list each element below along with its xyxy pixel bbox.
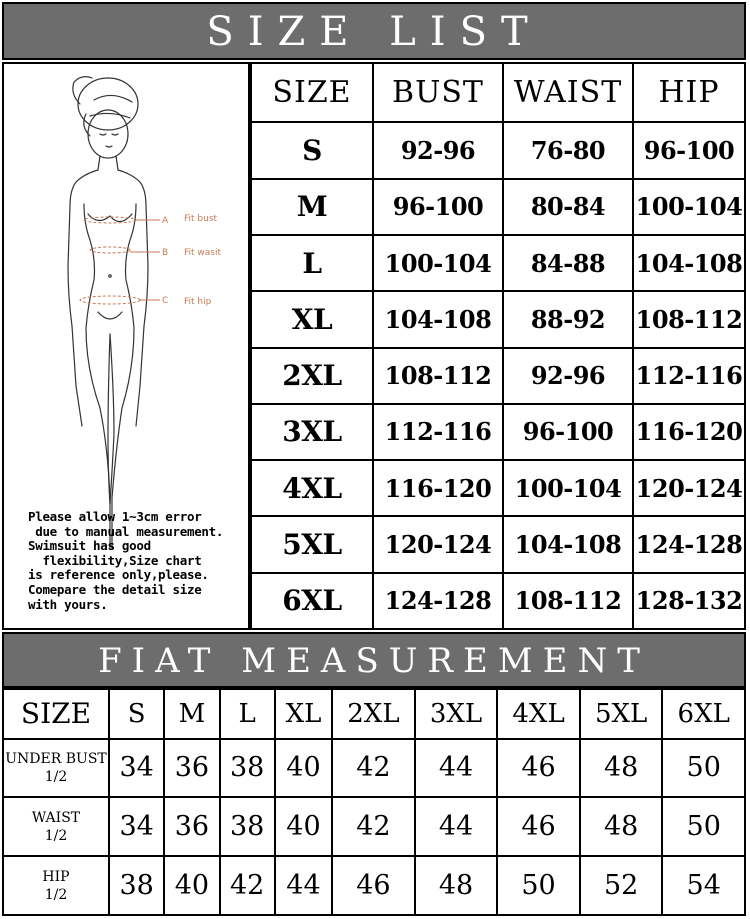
- waist-cell: 96-100: [503, 404, 633, 460]
- flat-value-cell: 48: [580, 797, 663, 856]
- size-table-row: [251, 291, 745, 347]
- waist-label-letter: B: [162, 248, 169, 258]
- bust-label-text: Fit bust: [184, 214, 218, 224]
- flat-table-header-row: [3, 689, 745, 739]
- bust-cell: 92-96: [373, 122, 503, 178]
- hip-label-letter: C: [162, 296, 169, 306]
- size-cell: S: [251, 122, 373, 178]
- hip-cell: 120-124: [633, 460, 745, 516]
- flat-table-row: [3, 856, 745, 915]
- flat-row-label-line2: 1/2: [44, 827, 68, 844]
- flat-measurement-title: FIAT MEASUREMENT: [2, 632, 746, 688]
- header-hip: HIP: [633, 63, 745, 122]
- waist-cell: 76-80: [503, 122, 633, 178]
- waist-cell: 80-84: [503, 179, 633, 235]
- flat-row-label-line1: WAIST: [31, 809, 81, 826]
- waist-cell: 104-108: [503, 516, 633, 572]
- flat-row-label: [3, 797, 109, 856]
- header-bust: BUST: [373, 63, 503, 122]
- flat-value-cell: 46: [332, 856, 415, 915]
- size-table-row: [251, 235, 745, 291]
- size-table-row: [251, 122, 745, 178]
- flat-header-size-col: S: [109, 689, 164, 739]
- size-cell: XL: [251, 291, 373, 347]
- hip-cell: 112-116: [633, 348, 745, 404]
- bust-cell: 100-104: [373, 235, 503, 291]
- body-figure-panel: [2, 62, 250, 630]
- flat-value-cell: 34: [109, 739, 164, 798]
- flat-value-cell: 40: [275, 739, 332, 798]
- bust-cell: 112-116: [373, 404, 503, 460]
- size-cell: L: [251, 235, 373, 291]
- flat-row-label-line1: UNDER BUST: [5, 750, 107, 767]
- flat-value-cell: 44: [415, 797, 498, 856]
- waist-cell: 92-96: [503, 348, 633, 404]
- bust-cell: 116-120: [373, 460, 503, 516]
- waist-cell: 100-104: [503, 460, 633, 516]
- size-table-row: [251, 460, 745, 516]
- flat-value-cell: 38: [220, 739, 275, 798]
- flat-row-label-line2: 1/2: [44, 768, 68, 785]
- size-table-row: [251, 573, 745, 629]
- bust-cell: 120-124: [373, 516, 503, 572]
- flat-value-cell: 40: [275, 797, 332, 856]
- flat-header-size-col: 3XL: [415, 689, 498, 739]
- flat-measurement-table: [2, 688, 746, 916]
- size-cell: 2XL: [251, 348, 373, 404]
- flat-value-cell: 50: [662, 739, 745, 798]
- bust-cell: 96-100: [373, 179, 503, 235]
- size-cell: 5XL: [251, 516, 373, 572]
- flat-value-cell: 50: [662, 797, 745, 856]
- flat-value-cell: 42: [220, 856, 275, 915]
- flat-header-size-col: 4XL: [497, 689, 580, 739]
- flat-header-size-col: XL: [275, 689, 332, 739]
- flat-value-cell: 44: [275, 856, 332, 915]
- flat-value-cell: 42: [332, 797, 415, 856]
- size-table-row: [251, 516, 745, 572]
- hip-cell: 128-132: [633, 573, 745, 629]
- flat-row-label: [3, 856, 109, 915]
- waist-cell: 84-88: [503, 235, 633, 291]
- flat-value-cell: 44: [415, 739, 498, 798]
- hip-cell: 104-108: [633, 235, 745, 291]
- measurement-note: Please allow 1~3cm error due to manual measurement. Swimsuit has good flexibility,Size chart is reference only,please. Comepare the detail size with yours.: [28, 509, 224, 612]
- waist-cell: 108-112: [503, 573, 633, 629]
- flat-table-row: [3, 797, 745, 856]
- flat-header-size-col: M: [164, 689, 219, 739]
- hip-cell: 116-120: [633, 404, 745, 460]
- bust-cell: 124-128: [373, 573, 503, 629]
- flat-value-cell: 38: [220, 797, 275, 856]
- header-size: SIZE: [251, 63, 373, 122]
- hip-cell: 108-112: [633, 291, 745, 347]
- flat-header-size-col: 2XL: [332, 689, 415, 739]
- flat-row-label-line1: HIP: [42, 868, 70, 885]
- flat-value-cell: 48: [415, 856, 498, 915]
- flat-value-cell: 36: [164, 739, 219, 798]
- flat-header-size-col: L: [220, 689, 275, 739]
- size-list-title: SIZE LIST: [2, 2, 746, 60]
- flat-value-cell: 38: [109, 856, 164, 915]
- flat-value-cell: 46: [497, 739, 580, 798]
- flat-value-cell: 46: [497, 797, 580, 856]
- hip-cell: 96-100: [633, 122, 745, 178]
- size-cell: 3XL: [251, 404, 373, 460]
- flat-header-size-col: 6XL: [662, 689, 745, 739]
- flat-value-cell: 50: [497, 856, 580, 915]
- size-table-row: [251, 179, 745, 235]
- bust-cell: 104-108: [373, 291, 503, 347]
- flat-header-size-col: 5XL: [580, 689, 663, 739]
- size-table-header-row: [251, 63, 745, 122]
- hip-cell: 100-104: [633, 179, 745, 235]
- size-table: [250, 62, 746, 630]
- hip-cell: 124-128: [633, 516, 745, 572]
- flat-value-cell: 34: [109, 797, 164, 856]
- flat-table-row: [3, 739, 745, 798]
- size-cell: M: [251, 179, 373, 235]
- flat-value-cell: 42: [332, 739, 415, 798]
- flat-value-cell: 54: [662, 856, 745, 915]
- flat-value-cell: 48: [580, 739, 663, 798]
- flat-value-cell: 52: [580, 856, 663, 915]
- size-cell: 6XL: [251, 573, 373, 629]
- waist-label-text: Fit wasit: [184, 248, 222, 258]
- flat-value-cell: 40: [164, 856, 219, 915]
- header-waist: WAIST: [503, 63, 633, 122]
- size-table-row: [251, 404, 745, 460]
- size-cell: 4XL: [251, 460, 373, 516]
- bust-cell: 108-112: [373, 348, 503, 404]
- bust-label-letter: A: [162, 216, 169, 226]
- flat-header-size: SIZE: [3, 689, 109, 739]
- flat-row-label-line2: 1/2: [44, 886, 68, 903]
- hip-label-text: Fit hip: [184, 297, 212, 307]
- waist-cell: 88-92: [503, 291, 633, 347]
- flat-value-cell: 36: [164, 797, 219, 856]
- flat-row-label: [3, 739, 109, 798]
- size-table-row: [251, 348, 745, 404]
